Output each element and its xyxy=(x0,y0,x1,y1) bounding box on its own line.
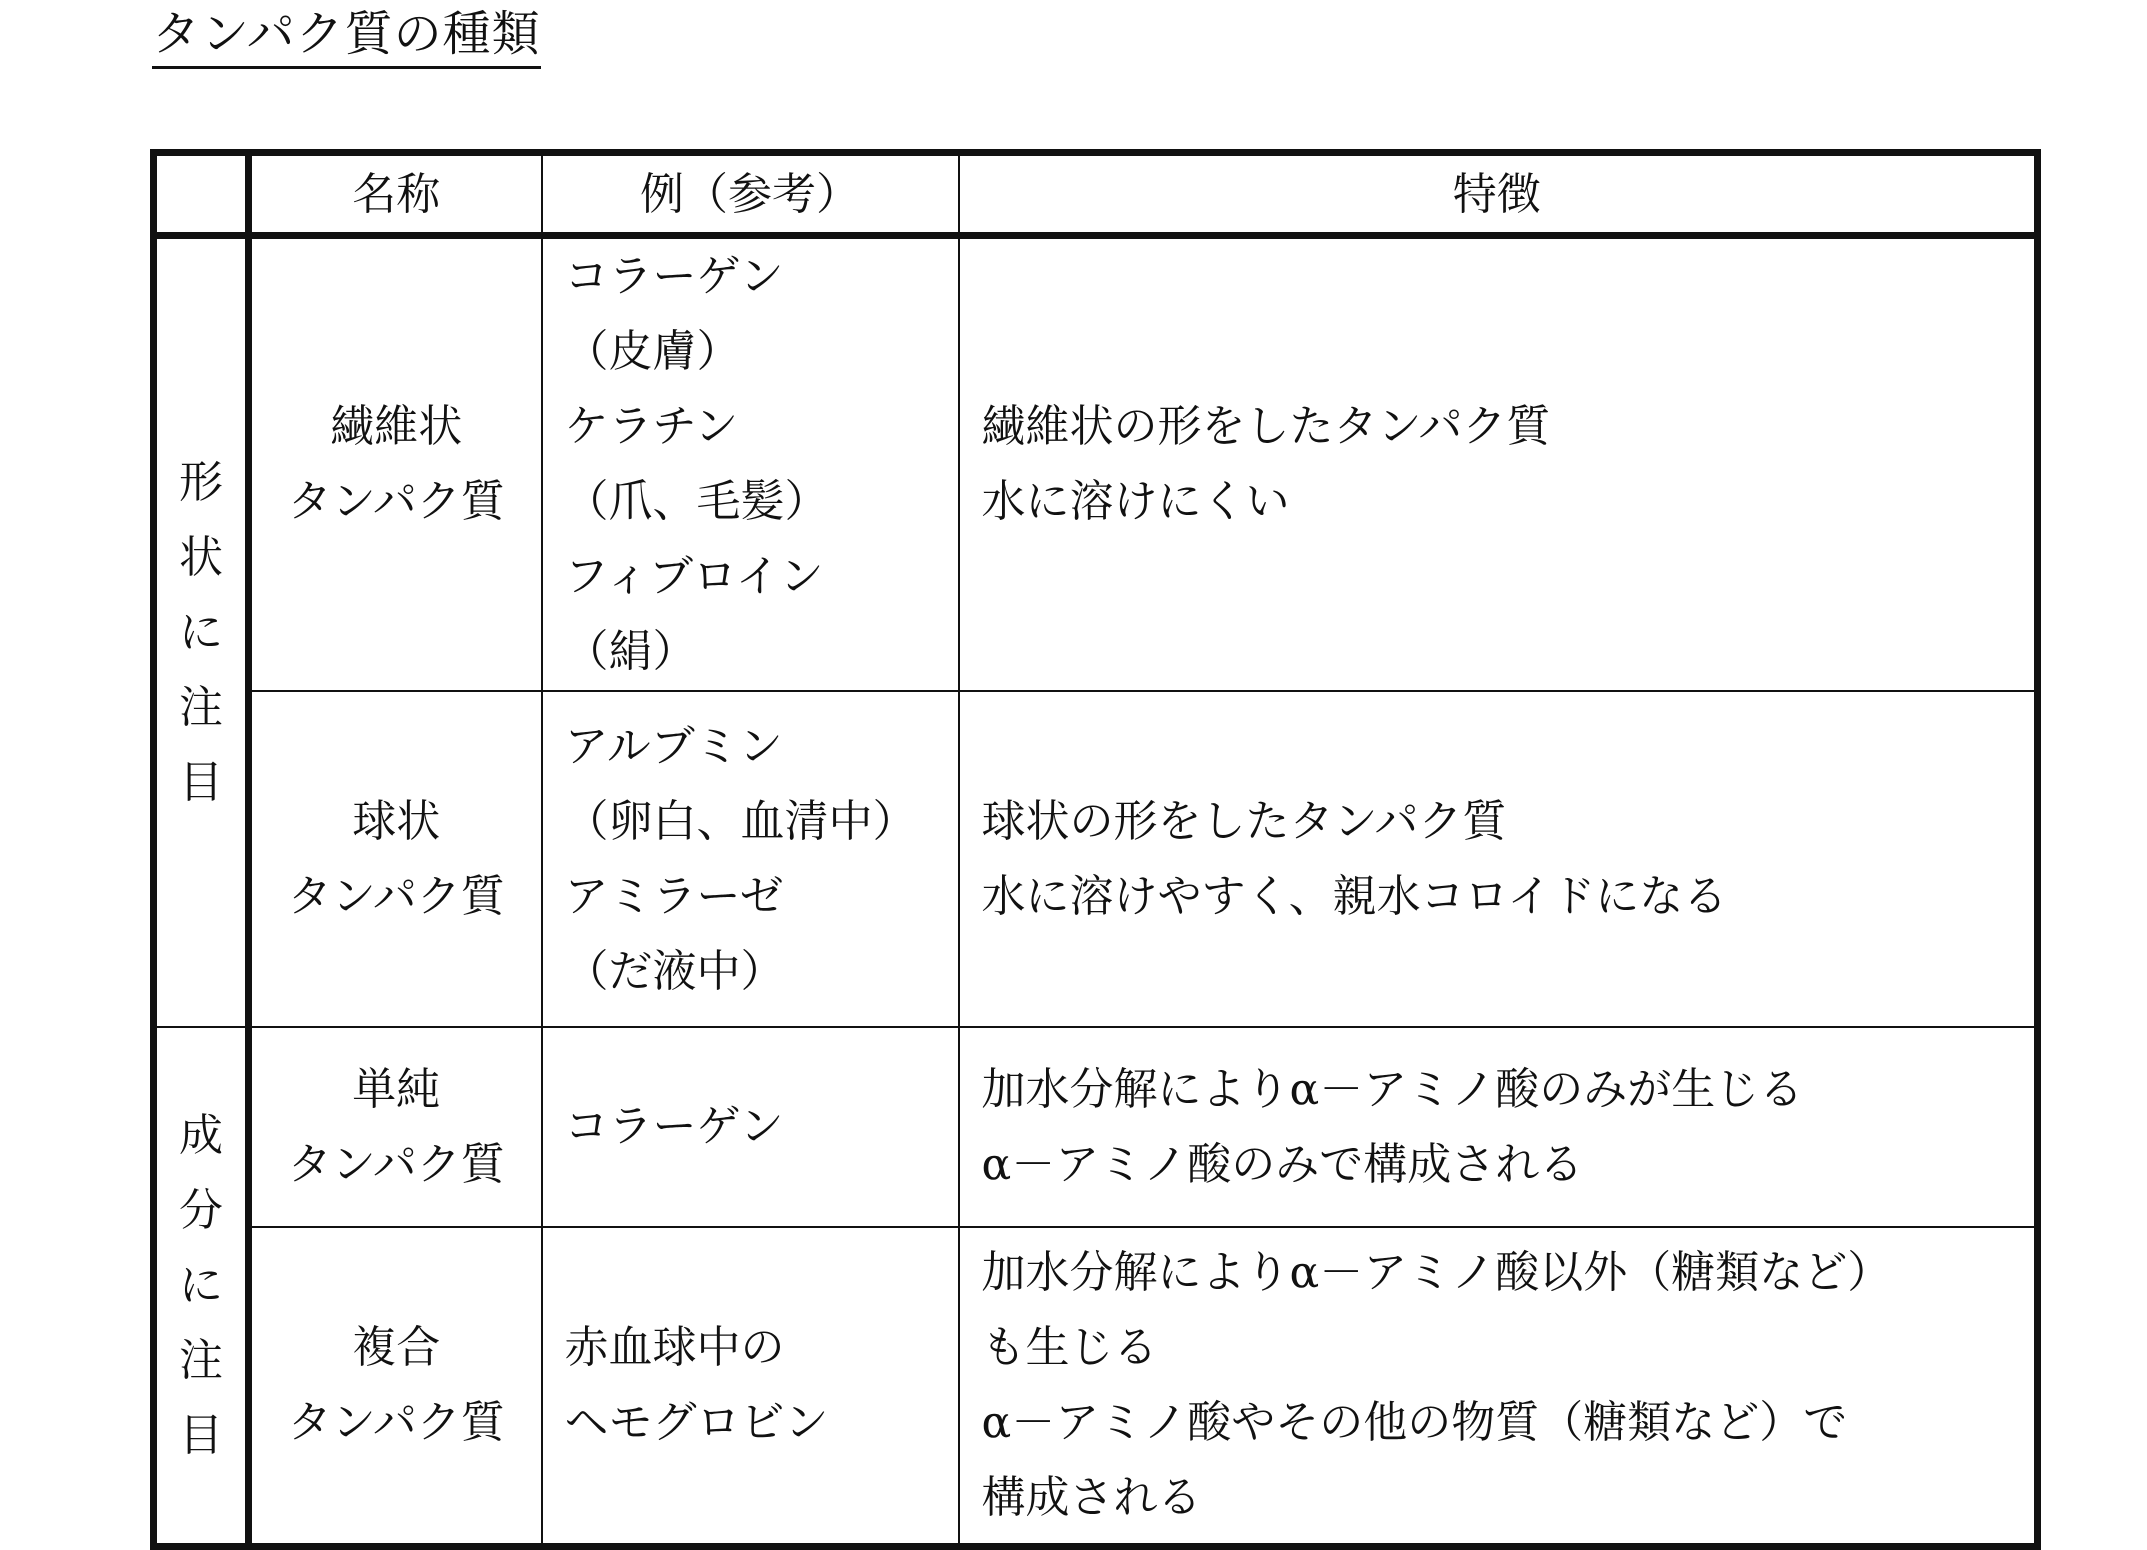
header-category xyxy=(154,153,249,236)
category-composition xyxy=(154,1027,249,1547)
row-example xyxy=(542,1227,959,1547)
row-name xyxy=(249,691,542,1027)
row-name xyxy=(249,1227,542,1547)
row-feature-text: 球状の形をしたタンパク質 水に溶けやすく、親水コロイドになる xyxy=(981,795,1728,922)
header-name: 名称 xyxy=(249,153,542,236)
header-feature: 特徴 xyxy=(959,153,2038,236)
row-feature-text: 加水分解によりα－アミノ酸のみが生じる α－アミノ酸のみで構成される xyxy=(981,1063,1804,1190)
row-name xyxy=(249,1027,542,1227)
row-name-text: 複合 タンパク質 xyxy=(287,1322,505,1449)
table-row xyxy=(154,236,2038,691)
row-name-text: 単純 タンパク質 xyxy=(287,1063,505,1190)
header-example: 例（参考） xyxy=(542,153,959,236)
page-title: タンパク質の種類 xyxy=(152,2,541,69)
row-feature xyxy=(959,691,2038,1027)
row-feature-text: 加水分解によりα－アミノ酸以外（糖類など） も生じる α－アミノ酸やその他の物質（糖類など）で 構成される xyxy=(981,1247,1892,1524)
row-example xyxy=(542,691,959,1027)
category-shape xyxy=(154,236,249,1027)
row-name xyxy=(249,236,542,691)
row-example-text: コラーゲン xyxy=(564,1101,784,1152)
row-example xyxy=(542,1027,959,1227)
category-label: 成分に注目 xyxy=(178,1109,223,1461)
row-name-text: 繊維状 タンパク質 xyxy=(287,401,505,528)
row-example-text: コラーゲン （皮膚） ケラチン （爪、毛髪） フィブロイン （絹） xyxy=(564,251,829,678)
header-row xyxy=(154,153,2038,236)
row-example-text: 赤血球中の ヘモグロビン xyxy=(564,1322,829,1449)
row-feature-text: 繊維状の形をしたタンパク質 水に溶けにくい xyxy=(981,401,1551,528)
row-feature xyxy=(959,1227,2038,1547)
row-feature xyxy=(959,1027,2038,1227)
category-label: 形状に注目 xyxy=(178,456,223,808)
row-example xyxy=(542,236,959,691)
table-row xyxy=(154,1027,2038,1227)
table-row xyxy=(154,1227,2038,1547)
table-row xyxy=(154,691,2038,1027)
row-name-text: 球状 タンパク質 xyxy=(287,795,505,922)
row-feature xyxy=(959,236,2038,691)
row-example-text: アルブミン （卵白、血清中） アミラーゼ （だ液中） xyxy=(564,720,917,997)
protein-types-table xyxy=(150,149,2041,1550)
